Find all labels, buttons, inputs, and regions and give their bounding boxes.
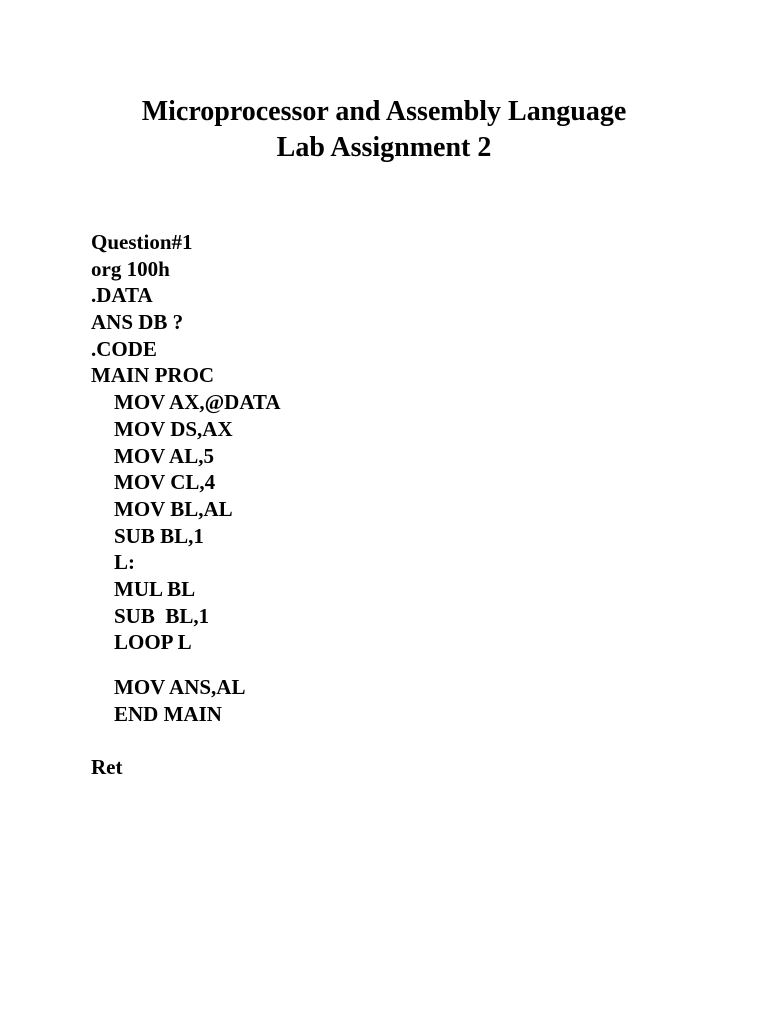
question-label: Question#1 [91, 230, 193, 254]
code-line: MOV DS,AX [114, 416, 233, 441]
code-line-label: L: [114, 550, 135, 575]
code-line-ans-decl: ANS DB ? [91, 310, 184, 335]
code-line-code-directive: .CODE [91, 336, 157, 361]
code-line: LOOP L [114, 630, 192, 655]
code-line-org: org 100h [91, 256, 170, 281]
assembly-code-block [91, 229, 281, 781]
code-line-mov-ans: MOV ANS,AL [114, 675, 246, 699]
code-line-ret: Ret [91, 755, 123, 780]
document-title: Microprocessor and Assembly Language [141, 96, 627, 127]
code-line: MOV AL,5 [114, 443, 214, 468]
code-line: SUB BL,1 [114, 523, 204, 548]
code-line-data-directive: .DATA [91, 283, 153, 308]
code-line-main-proc: MAIN PROC [91, 363, 215, 388]
code-line-end-main: END MAIN [114, 701, 222, 726]
code-line: MOV BL,AL [114, 496, 233, 521]
code-line: MOV CL,4 [114, 470, 216, 495]
code-line: MOV AX,@DATA [114, 390, 281, 415]
code-line: SUB BL,1 [114, 603, 210, 628]
document-subtitle: Lab Assignment 2 [276, 132, 492, 163]
code-line: MUL BL [114, 576, 196, 601]
